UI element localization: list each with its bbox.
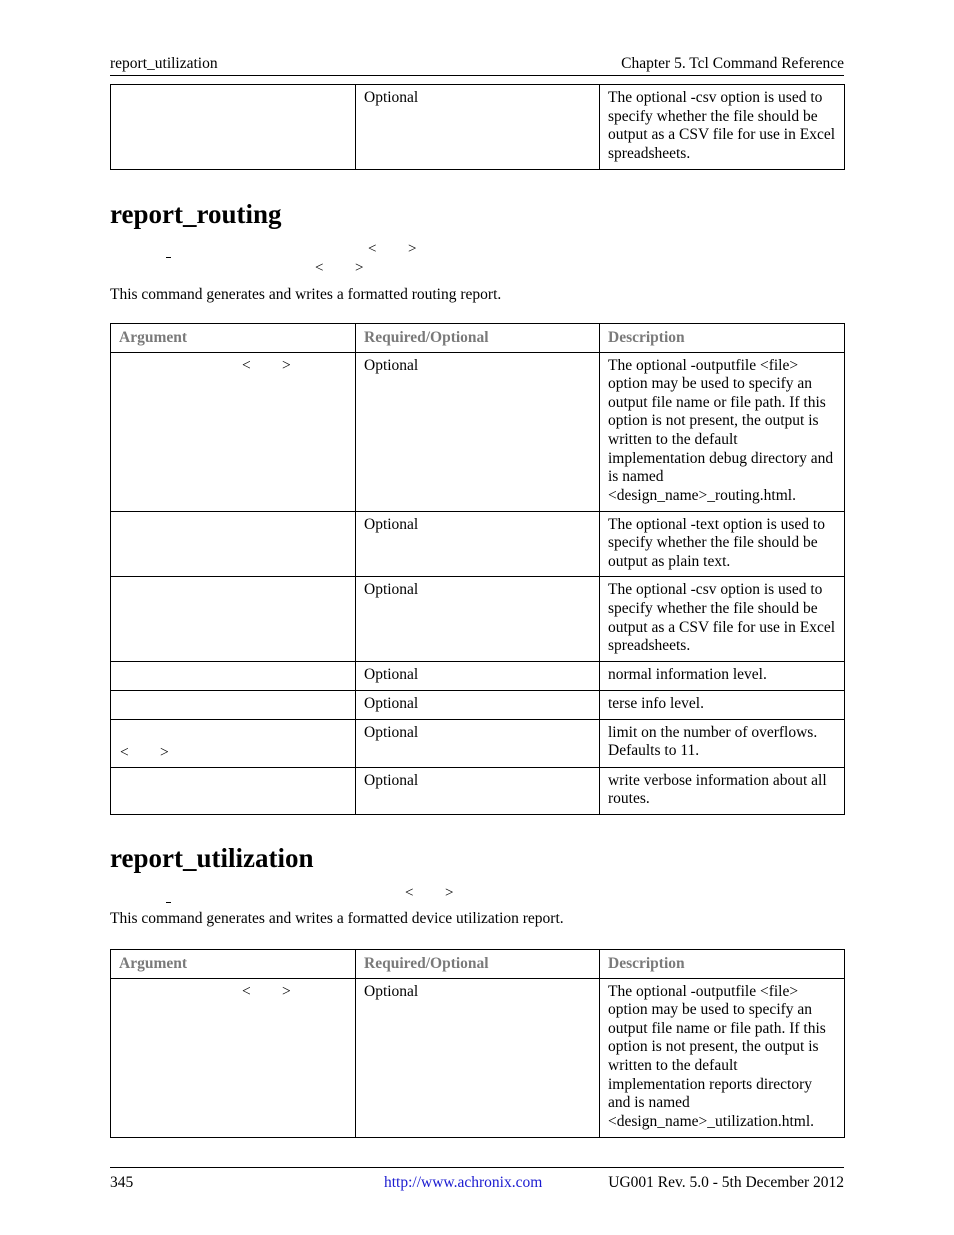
argument-cell (111, 690, 356, 719)
argument-lt-mark: < (242, 356, 251, 374)
required-cell: Optional (356, 662, 600, 691)
table-row (111, 719, 845, 767)
argument-cell (111, 767, 356, 814)
table-row (111, 978, 845, 1137)
argument-cell (111, 719, 356, 767)
syntax-underscore-mark (166, 257, 171, 258)
table-row (111, 690, 845, 719)
footer-rule (110, 1167, 844, 1168)
section-description: This command generates and writes a formatted routing report. (110, 286, 502, 303)
table-row (111, 511, 845, 577)
argument-gt-mark: > (282, 356, 291, 374)
argument-lt-mark: < (120, 743, 129, 761)
argument-cell (111, 978, 356, 1137)
report-utilization-arguments-table (110, 949, 845, 1138)
description-cell: The optional -outputfile <file> option may be used to specify an output file name or file path. If this option is not present, the output is written to the default implementation reports directory and is named <design_name>_utilization.html. (600, 978, 845, 1137)
syntax-gt-mark: > (408, 241, 417, 257)
syntax-lt-mark: < (315, 260, 324, 276)
table-header-row (111, 950, 845, 979)
argument-cell (111, 352, 356, 511)
column-header-required: Required/Optional (356, 950, 600, 979)
argument-cell (111, 577, 356, 662)
required-cell: Optional (356, 85, 600, 170)
description-cell: The optional -text option is used to specify whether the file should be output as plain text. (600, 511, 845, 577)
syntax-underscore-mark (166, 902, 171, 903)
section-title-report-utilization: report_utilization (110, 843, 314, 873)
argument-cell (111, 85, 356, 170)
description-cell: The optional -csv option is used to specify whether the file should be output as a CSV file for use in Excel spreadsheets. (600, 85, 845, 170)
syntax-gt-mark: > (355, 260, 364, 276)
description-cell: The optional -outputfile <file> option may be used to specify an output file name or file path. If this option is not present, the output is written to the default implementation debug directory and is named <design_name>_routing.html. (600, 352, 845, 511)
description-cell: normal information level. (600, 662, 845, 691)
website-link[interactable]: http://www.achronix.com (384, 1174, 543, 1191)
syntax-lt-mark: < (405, 885, 414, 901)
table-row (111, 577, 845, 662)
required-cell: Optional (356, 577, 600, 662)
argument-cell (111, 511, 356, 577)
document-revision: UG001 Rev. 5.0 - 5th December 2012 (608, 1174, 844, 1191)
argument-lt-mark: < (242, 982, 251, 1000)
argument-cell (111, 662, 356, 691)
report-routing-arguments-table (110, 323, 845, 815)
argument-gt-mark: > (282, 982, 291, 1000)
required-cell: Optional (356, 767, 600, 814)
running-header-left: report_utilization (110, 55, 218, 72)
column-header-description: Description (600, 950, 845, 979)
continued-arguments-table (110, 84, 845, 170)
description-cell: limit on the number of overflows. Defaults to 11. (600, 719, 845, 767)
syntax-lt-mark: < (368, 241, 377, 257)
description-cell: The optional -csv option is used to specify whether the file should be output as a CSV file for use in Excel spreadsheets. (600, 577, 845, 662)
column-header-required: Required/Optional (356, 324, 600, 353)
syntax-gt-mark: > (445, 885, 454, 901)
required-cell: Optional (356, 511, 600, 577)
description-cell: write verbose information about all routes. (600, 767, 845, 814)
required-cell: Optional (356, 690, 600, 719)
table-row (111, 662, 845, 691)
column-header-description: Description (600, 324, 845, 353)
section-title-report-routing: report_routing (110, 199, 282, 229)
required-cell: Optional (356, 978, 600, 1137)
table-row (111, 352, 845, 511)
column-header-argument: Argument (111, 324, 356, 353)
header-rule (110, 75, 844, 76)
description-cell: terse info level. (600, 690, 845, 719)
required-cell: Optional (356, 719, 600, 767)
column-header-argument: Argument (111, 950, 356, 979)
table-row (111, 85, 845, 170)
argument-gt-mark: > (160, 743, 169, 761)
table-row (111, 767, 845, 814)
page-number: 345 (110, 1174, 134, 1191)
table-header-row (111, 324, 845, 353)
running-header-right: Chapter 5. Tcl Command Reference (621, 55, 844, 72)
required-cell: Optional (356, 352, 600, 511)
section-description: This command generates and writes a formatted device utilization report. (110, 910, 564, 927)
